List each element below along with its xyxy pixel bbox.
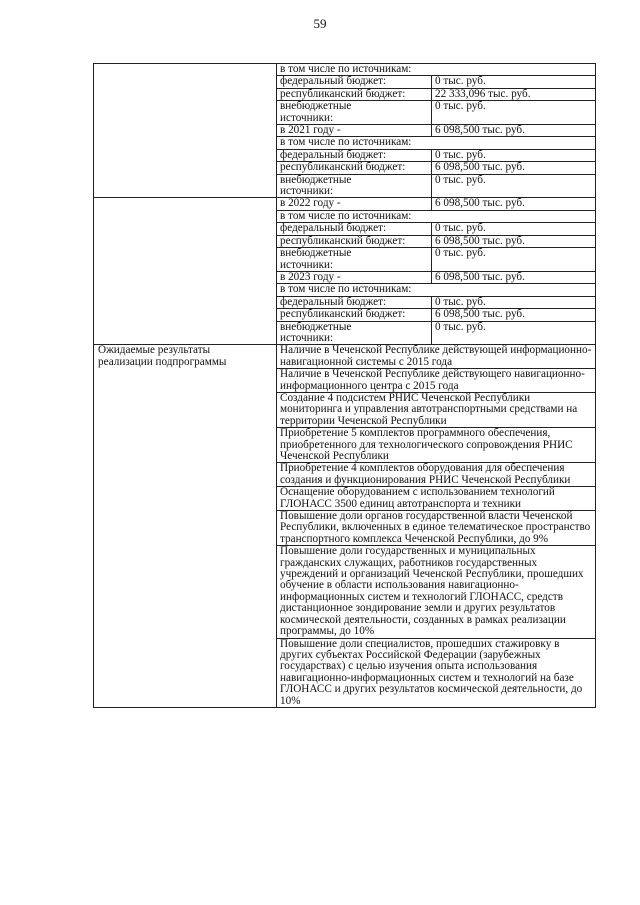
result-item: Создание 4 подсистем РНИС Чеченской Республики мониторинга и управления автотранспортными средствами на территории Чеченской Республики bbox=[277, 392, 596, 427]
funding-value: 22 333,096 тыс. руб. bbox=[432, 88, 596, 100]
funding-label: республиканский бюджет: bbox=[277, 162, 432, 174]
funding-value: 6 098,500 тыс. руб. bbox=[432, 309, 596, 321]
result-item: Приобретение 4 комплектов оборудования для обеспечения создания и функционирования РНИС Чеченской Республики bbox=[277, 463, 596, 487]
result-item: Оснащение оборудованием с использованием технологий ГЛОНАСС 3500 единиц автотранспорта и техники bbox=[277, 487, 596, 511]
result-item: Приобретение 5 комплектов программного обеспечения, приобретенного для технологического сопровождения РНИС Чеченской Республики bbox=[277, 428, 596, 463]
program-passport-table bbox=[93, 63, 596, 708]
funding-value: 0 тыс. руб. bbox=[432, 321, 596, 345]
result-item: Наличие в Чеченской Республике действующей информационно-навигационной системы с 2015 года bbox=[277, 345, 596, 369]
funding-label: в 2021 году - bbox=[277, 125, 432, 137]
funding-label: в том числе по источникам: bbox=[277, 137, 596, 149]
funding-value: 6 098,500 тыс. руб. bbox=[432, 235, 596, 247]
empty-label-cell bbox=[94, 198, 277, 345]
funding-row bbox=[94, 198, 596, 210]
funding-value: 0 тыс. руб. bbox=[432, 248, 596, 272]
funding-value: 0 тыс. руб. bbox=[432, 101, 596, 125]
funding-label: в 2022 году - bbox=[277, 198, 432, 210]
funding-row bbox=[94, 64, 596, 76]
funding-value: 6 098,500 тыс. руб. bbox=[432, 125, 596, 137]
funding-label: республиканский бюджет: bbox=[277, 235, 432, 247]
empty-label-cell bbox=[94, 64, 277, 198]
funding-value: 0 тыс. руб. bbox=[432, 296, 596, 308]
funding-label: внебюджетные источники: bbox=[277, 174, 432, 198]
result-row bbox=[94, 345, 596, 369]
funding-label: в том числе по источникам: bbox=[277, 64, 596, 76]
funding-label: в 2023 году - bbox=[277, 271, 432, 283]
funding-label: в том числе по источникам: bbox=[277, 210, 596, 222]
page-number: 59 bbox=[313, 16, 327, 31]
funding-label: федеральный бюджет: bbox=[277, 223, 432, 235]
funding-label: федеральный бюджет: bbox=[277, 149, 432, 161]
funding-value: 6 098,500 тыс. руб. bbox=[432, 198, 596, 210]
funding-value: 6 098,500 тыс. руб. bbox=[432, 162, 596, 174]
result-item: Повышение доли государственных и муниципальных гражданских служащих, работников государственных учреждений и организаций Чеченской Республики, прошедших обучение в области использования навигационно-информационных систем и технологий ГЛОНАСС, средств дистанционное зондирование земли и других результатов космической деятельности, созданных в рамках реализации программы, до 10% bbox=[277, 546, 596, 638]
funding-label: республиканский бюджет: bbox=[277, 309, 432, 321]
result-item: Наличие в Чеченской Республике действующего навигационно-информационного центра с 2015 года bbox=[277, 369, 596, 393]
funding-value: 0 тыс. руб. bbox=[432, 76, 596, 88]
funding-label: республиканский бюджет: bbox=[277, 88, 432, 100]
funding-value: 0 тыс. руб. bbox=[432, 174, 596, 198]
results-section-title: Ожидаемые результаты реализации подпрограммы bbox=[94, 345, 277, 708]
funding-label: федеральный бюджет: bbox=[277, 296, 432, 308]
result-item: Повышение доли специалистов, прошедших стажировку в других субъектах Российской Федерации (зарубежных государствах) с целью изучения опыта использования навигационно-информационных систем и технологий на базе ГЛОНАСС и других результатов космической деятельности, до 10% bbox=[277, 638, 596, 707]
funding-label: внебюджетные источники: bbox=[277, 321, 432, 345]
funding-value: 6 098,500 тыс. руб. bbox=[432, 271, 596, 283]
funding-value: 0 тыс. руб. bbox=[432, 223, 596, 235]
result-item: Повышение доли органов государственной власти Чеченской Республики, включенных в единое телематическое пространство транспортного комплекса Чеченской Республики, до 9% bbox=[277, 511, 596, 546]
funding-label: федеральный бюджет: bbox=[277, 76, 432, 88]
funding-value: 0 тыс. руб. bbox=[432, 149, 596, 161]
funding-label: внебюджетные источники: bbox=[277, 101, 432, 125]
funding-label: внебюджетные источники: bbox=[277, 248, 432, 272]
funding-label: в том числе по источникам: bbox=[277, 284, 596, 296]
